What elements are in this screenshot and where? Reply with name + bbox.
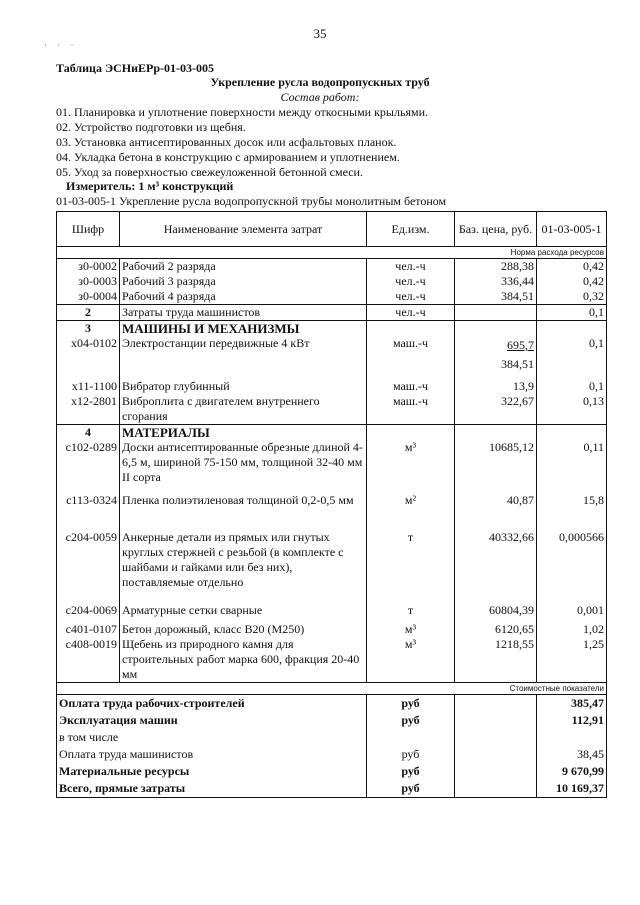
work-item: 01. Планировка и уплотнение поверхности между откосными крыльями. <box>56 105 428 119</box>
rate-caption: 01-03-005-1 Укрепление русла водопропускной трубы монолитным бетоном <box>56 194 447 208</box>
table-row <box>57 637 607 683</box>
row-norm: 0,000566 <box>537 530 607 596</box>
row-unit: м² <box>367 493 455 530</box>
row-unit: м³ <box>367 637 455 683</box>
row-norm: 0,32 <box>537 289 607 305</box>
row-name: Арматурные сетки сварные <box>120 596 367 618</box>
row-unit: т <box>367 530 455 596</box>
table-row <box>57 618 607 637</box>
summary-unit: руб <box>367 763 455 780</box>
row-norm: 1,02 <box>537 618 607 637</box>
work-item: 03. Установка антисептированных досок или асфальтовых планок. <box>56 135 397 149</box>
row-norm: 0,42 <box>537 259 607 275</box>
summary-row <box>57 746 607 763</box>
table-row <box>57 530 607 596</box>
section-number: 4 <box>57 425 120 441</box>
norm-label: Норма расхода ресурсов <box>57 247 607 259</box>
section-number: 3 <box>57 321 120 337</box>
table-label: Таблица ЭСНиЕРр-01-03-005 <box>56 61 215 75</box>
row-name: Бетон дорожный, класс В20 (М250) <box>120 618 367 637</box>
row-price: 1218,55 <box>455 637 537 683</box>
row-code: х12-2801 <box>57 394 120 425</box>
work-composition-heading: Состав работ: <box>280 90 360 104</box>
row-code: з0-0004 <box>57 289 120 305</box>
row-name: Пленка полиэтиленовая толщиной 0,2-0,5 мм <box>120 493 367 530</box>
work-item: 04. Укладка бетона в конструкцию с армированием и уплотнением. <box>56 150 400 164</box>
summary-name: Оплата труда машинистов <box>57 746 367 763</box>
row-price: 288,38 <box>455 259 537 275</box>
row-unit: чел.-ч <box>367 259 455 275</box>
row-code: с204-0069 <box>57 596 120 618</box>
summary-row <box>57 695 607 713</box>
cost-label-row <box>57 683 607 695</box>
summary-value <box>537 729 607 746</box>
row-name: Рабочий 4 разряда <box>120 289 367 305</box>
row-unit: т <box>367 596 455 618</box>
norm-label-row <box>57 247 607 259</box>
row-unit: чел.-ч <box>367 305 455 321</box>
work-item: 02. Устройство подготовки из щебня. <box>56 120 246 134</box>
row-norm: 0,13 <box>537 394 607 425</box>
row-norm: 15,8 <box>537 493 607 530</box>
row-norm: 0,11 <box>537 440 607 493</box>
row-code: з0-0002 <box>57 259 120 275</box>
summary-value: 38,45 <box>537 746 607 763</box>
row-unit: чел.-ч <box>367 289 455 305</box>
row-price: 60804,39 <box>455 596 537 618</box>
row-code: с113-0324 <box>57 493 120 530</box>
summary-unit <box>367 729 455 746</box>
summary-row <box>57 729 607 746</box>
summary-name: Всего, прямые затраты <box>57 780 367 798</box>
summary-row <box>57 712 607 729</box>
row-name: Виброплита с двигателем внутреннего сгорания <box>120 394 367 425</box>
section-title: МАШИНЫ И МЕХАНИЗМЫ <box>120 321 367 337</box>
table-row <box>57 493 607 530</box>
row-code: х11-1100 <box>57 374 120 394</box>
table-row <box>57 440 607 493</box>
row-price: 13,9 <box>455 374 537 394</box>
work-item: 05. Уход за поверхностью свежеуложенной бетонной смеси. <box>56 165 363 179</box>
header-name: Наименование элемента затрат <box>120 212 367 247</box>
summary-name: Оплата труда рабочих-строителей <box>57 695 367 713</box>
row-price-primary: 695,7 <box>507 338 534 352</box>
row-unit: маш.-ч <box>367 336 455 374</box>
header-price: Баз. цена, руб. <box>455 212 537 247</box>
table-row <box>57 596 607 618</box>
table-row <box>57 394 607 425</box>
resource-table <box>56 211 607 798</box>
table-row <box>57 374 607 394</box>
machines-section-header <box>57 321 607 337</box>
row-unit: маш.-ч <box>367 374 455 394</box>
table-row <box>57 259 607 275</box>
row-norm: 0,42 <box>537 274 607 289</box>
summary-value: 385,47 <box>537 695 607 713</box>
header-unit: Ед.изм. <box>367 212 455 247</box>
row-code: с102-0289 <box>57 440 120 493</box>
row-name: Затраты труда машинистов <box>120 305 367 321</box>
row-unit: чел.-ч <box>367 274 455 289</box>
header-code: Шифр <box>57 212 120 247</box>
table-row <box>57 289 607 305</box>
row-norm: 1,25 <box>537 637 607 683</box>
row-name: Рабочий 2 разряда <box>120 259 367 275</box>
summary-unit: руб <box>367 746 455 763</box>
row-price: 40332,66 <box>455 530 537 596</box>
row-norm: 0,1 <box>537 305 607 321</box>
summary-name: в том числе <box>57 729 367 746</box>
cost-label: Стоимостные показатели <box>57 683 607 695</box>
row-price: 322,67 <box>455 394 537 425</box>
row-price: 10685,12 <box>455 440 537 493</box>
meter-label: Измеритель: 1 м³ конструкций <box>66 179 234 193</box>
row-code: с204-0059 <box>57 530 120 596</box>
row-name: Электростанции передвижные 4 кВт <box>120 336 367 374</box>
row-code: 2 <box>57 305 120 321</box>
row-price-secondary: 384,51 <box>501 357 534 371</box>
table-row <box>57 274 607 289</box>
row-name: Доски антисептированные обрезные длиной 4-6,5 м, шириной 75-150 мм, толщиной 32-40 мм II сорта <box>120 440 367 493</box>
summary-value: 9 670,99 <box>537 763 607 780</box>
row-price: 384,51 <box>455 289 537 305</box>
page-number: 35 <box>313 26 327 41</box>
row-name: Рабочий 3 разряда <box>120 274 367 289</box>
row-price: 40,87 <box>455 493 537 530</box>
row-price: 336,44 <box>455 274 537 289</box>
summary-row <box>57 763 607 780</box>
row-unit: маш.-ч <box>367 394 455 425</box>
row-price <box>455 336 537 374</box>
row-norm: 0,001 <box>537 596 607 618</box>
section-title: МАТЕРИАЛЫ <box>120 425 367 441</box>
row-name: Щебень из природного камня для строительных работ марка 600, фракция 20-40 мм <box>120 637 367 683</box>
row-code: с408-0019 <box>57 637 120 683</box>
row-code: х04-0102 <box>57 336 120 374</box>
row-name: Анкерные детали из прямых или гнутых круглых стержней с резьбой (в комплекте с шайбами и гайками или без них), поставляемые отдельно <box>120 530 367 596</box>
materials-section-header <box>57 425 607 441</box>
table-header-row <box>57 212 607 247</box>
row-name: Вибратор глубинный <box>120 374 367 394</box>
operator-labor-row <box>57 305 607 321</box>
summary-value: 10 169,37 <box>537 780 607 798</box>
document-title: Укрепление русла водопропускных труб <box>210 75 430 89</box>
header-rate: 01-03-005-1 <box>537 212 607 247</box>
row-norm: 0,1 <box>537 374 607 394</box>
row-price: 6120,65 <box>455 618 537 637</box>
scan-marks: · · · <box>44 40 78 50</box>
row-code: с401-0107 <box>57 618 120 637</box>
row-norm: 0,1 <box>537 336 607 374</box>
summary-value: 112,91 <box>537 712 607 729</box>
row-unit: м³ <box>367 440 455 493</box>
summary-unit: руб <box>367 712 455 729</box>
summary-name: Материальные ресурсы <box>57 763 367 780</box>
summary-name: Эксплуатация машин <box>57 712 367 729</box>
row-price <box>455 305 537 321</box>
table-row <box>57 336 607 374</box>
summary-unit: руб <box>367 695 455 713</box>
summary-row <box>57 780 607 798</box>
row-unit: м³ <box>367 618 455 637</box>
row-code: з0-0003 <box>57 274 120 289</box>
summary-unit: руб <box>367 780 455 798</box>
